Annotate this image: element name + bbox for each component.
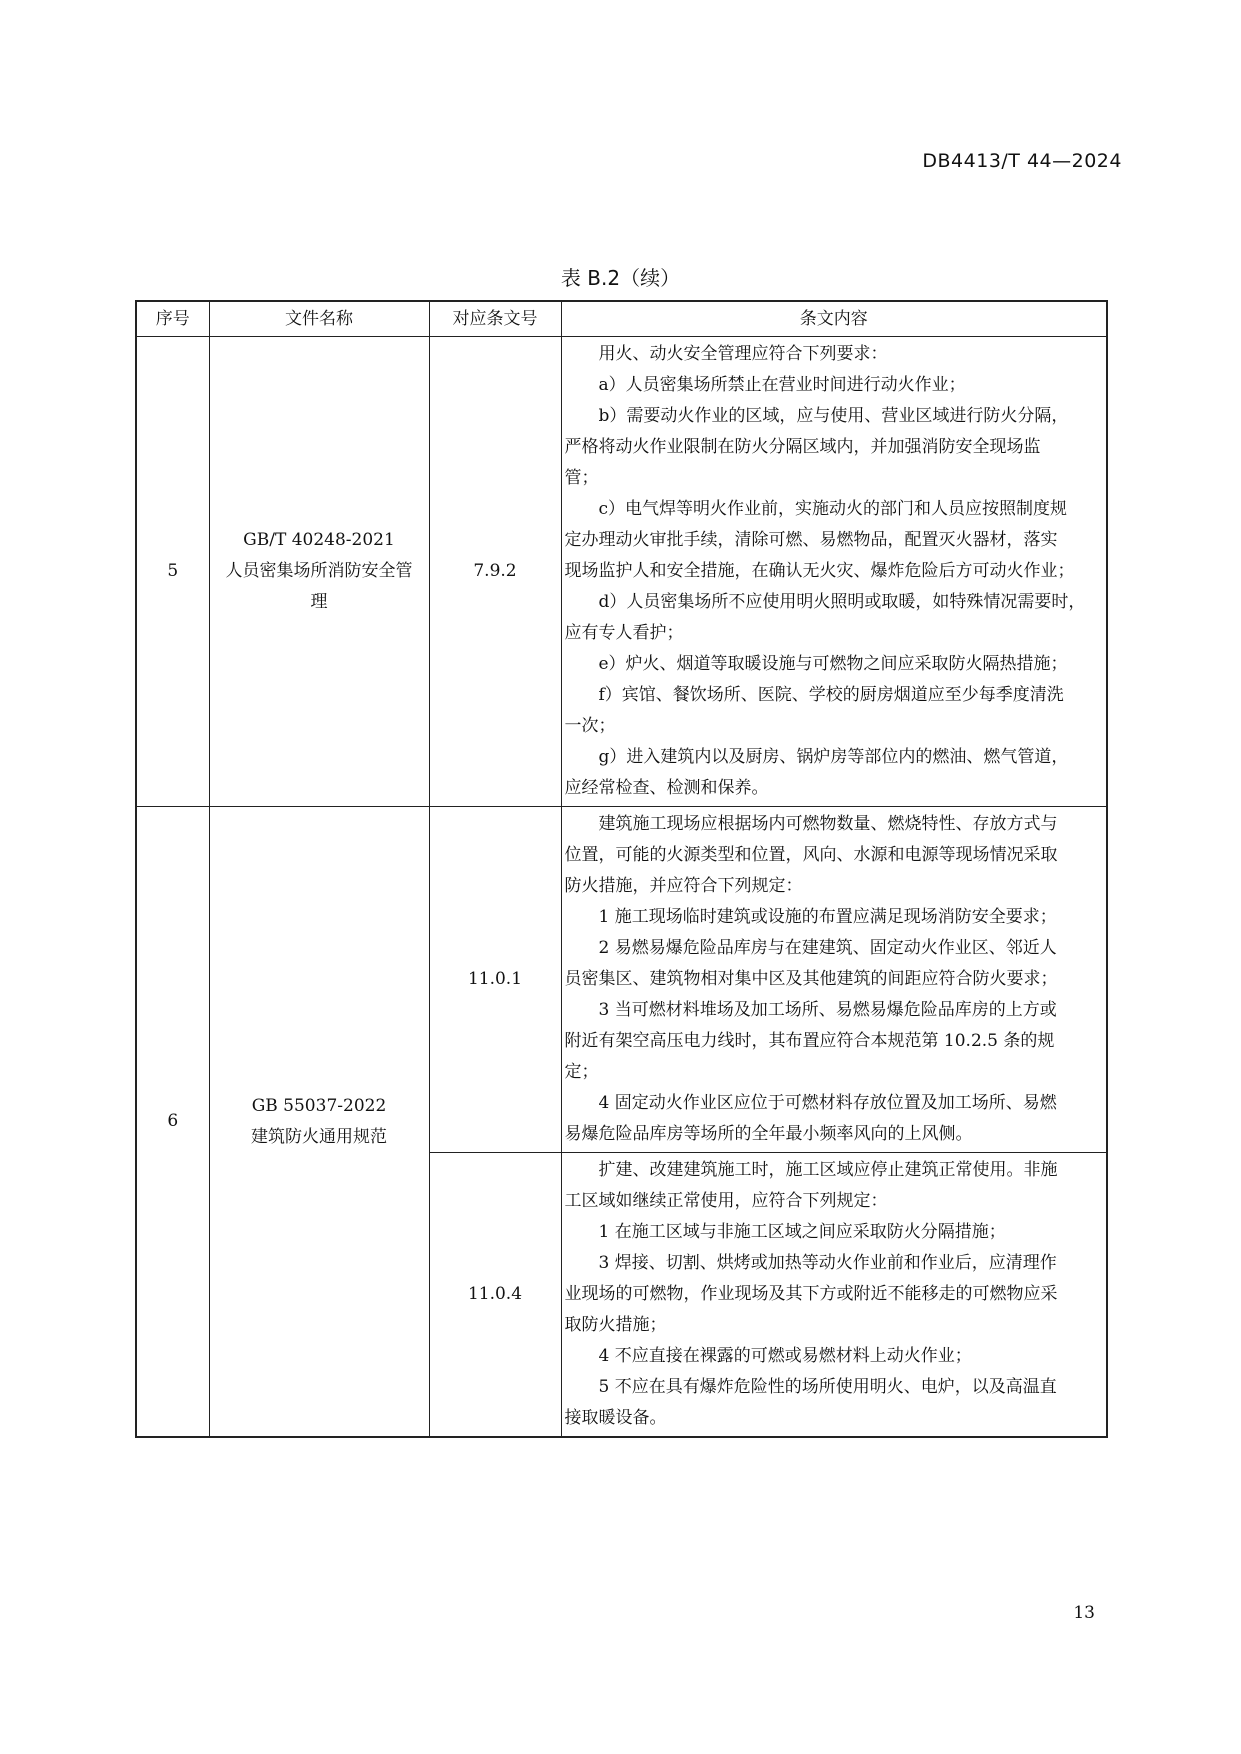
clause-content xyxy=(561,807,1107,1153)
clause-text-line: 1 施工现场临时建筑或设施的布置应满足现场消防安全要求； xyxy=(598,907,1057,927)
page-number: 13 xyxy=(1073,1603,1095,1623)
document-title-line: 理 xyxy=(310,592,328,612)
clause-text-line: 4 不应直接在裸露的可燃或易燃材料上动火作业； xyxy=(598,1346,972,1366)
document-code-line: GB/T 40248-2021 xyxy=(243,530,395,550)
clause-text-line: 取防火措施； xyxy=(564,1315,667,1335)
clause-text-line: e）炉火、烟道等取暖设施与可燃物之间应采取防火隔热措施； xyxy=(598,654,1068,674)
clause-text-line: b）需要动火作业的区域，应与使用、营业区域进行防火分隔， xyxy=(598,406,1069,426)
column-header: 条文内容 xyxy=(561,301,1107,337)
clause-content xyxy=(561,337,1107,807)
column-header: 文件名称 xyxy=(209,301,429,337)
clause-content xyxy=(561,1153,1107,1438)
clause-text-line: a）人员密集场所禁止在营业时间进行动火作业； xyxy=(598,375,966,395)
document-title-line: 建筑防火通用规范 xyxy=(251,1126,387,1147)
clause-text-line: 一次； xyxy=(564,716,616,736)
clause-text-line: 工区域如继续正常使用，应符合下列规定： xyxy=(564,1191,888,1211)
clause-text-line: g）进入建筑内以及厨房、锅炉房等部位内的燃油、燃气管道， xyxy=(598,747,1069,767)
column-header: 序号 xyxy=(136,301,209,337)
clause-text-line: c）电气焊等明火作业前，实施动火的部门和人员应按照制度规 xyxy=(598,499,1068,519)
standards-table xyxy=(135,300,1108,1438)
table-row xyxy=(136,337,1107,807)
clause-text-line: 员密集区、建筑物相对集中区及其他建筑的间距应符合防火要求； xyxy=(564,969,1058,989)
clause-text-line: 扩建、改建建筑施工时，施工区域应停止建筑正常使用。非施 xyxy=(598,1160,1058,1180)
row-number: 6 xyxy=(136,807,209,1438)
clause-text-line: 4 固定动火作业区应位于可燃材料存放位置及加工场所、易燃 xyxy=(598,1093,1057,1113)
clause-number: 11.0.1 xyxy=(429,807,561,1153)
document-name-cell xyxy=(209,807,429,1438)
clause-number: 11.0.4 xyxy=(429,1153,561,1438)
document-code-line: GB 55037-2022 xyxy=(251,1095,387,1116)
clause-number: 7.9.2 xyxy=(429,337,561,807)
clause-text-line: 1 在施工区域与非施工区域之间应采取防火分隔措施； xyxy=(598,1222,1006,1242)
document-title-line: 人员密集场所消防安全管 xyxy=(225,561,413,581)
clause-text-line: 位置，可能的火源类型和位置，风向、水源和电源等现场情况采取 xyxy=(564,845,1058,865)
row-number: 5 xyxy=(136,337,209,807)
column-header: 对应条文号 xyxy=(429,301,561,337)
clause-text-line: 5 不应在具有爆炸危险性的场所使用明火、电炉，以及高温直 xyxy=(598,1377,1057,1397)
clause-text-line: 严格将动火作业限制在防火分隔区域内，并加强消防安全现场监 xyxy=(564,437,1041,457)
clause-text-line: d）人员密集场所不应使用明火照明或取暖，如特殊情况需要时， xyxy=(598,592,1086,612)
table-row xyxy=(136,807,1107,1153)
clause-text-line: 附近有架空高压电力线时，其布置应符合本规范第 10.2.5 条的规 xyxy=(564,1031,1055,1051)
clause-text-line: 用火、动火安全管理应符合下列要求： xyxy=(598,344,888,364)
clause-text-line: 现场监护人和安全措施，在确认无火灾、爆炸危险后方可动火作业； xyxy=(564,561,1075,581)
document-code: DB4413/T 44—2024 xyxy=(922,150,1122,172)
clause-text-line: 应有专人看护； xyxy=(564,623,684,643)
clause-text-line: 防火措施，并应符合下列规定： xyxy=(564,876,803,896)
clause-text-line: f）宾馆、餐饮场所、医院、学校的厨房烟道应至少每季度清洗 xyxy=(598,685,1064,705)
clause-text-line: 易爆危险品库房等场所的全年最小频率风向的上风侧。 xyxy=(564,1124,973,1144)
clause-text-line: 建筑施工现场应根据场内可燃物数量、燃烧特性、存放方式与 xyxy=(598,814,1058,834)
table-title: 表 B.2（续） xyxy=(560,266,681,290)
clause-text-line: 3 焊接、切割、烘烤或加热等动火作业前和作业后，应清理作 xyxy=(598,1253,1057,1273)
table-header-row xyxy=(136,301,1107,337)
clause-text-line: 业现场的可燃物，作业现场及其下方或附近不能移走的可燃物应采 xyxy=(564,1284,1058,1304)
clause-text-line: 定办理动火审批手续，清除可燃、易燃物品，配置灭火器材，落实 xyxy=(564,530,1058,550)
clause-text-line: 定； xyxy=(564,1062,599,1082)
clause-text-line: 3 当可燃材料堆场及加工场所、易燃易爆危险品库房的上方或 xyxy=(598,1000,1057,1020)
clause-text-line: 管； xyxy=(564,468,599,488)
clause-text-line: 应经常检查、检测和保养。 xyxy=(564,778,769,798)
clause-text-line: 2 易燃易爆危险品库房与在建建筑、固定动火作业区、邻近人 xyxy=(598,938,1057,958)
document-name-cell xyxy=(209,337,429,807)
clause-text-line: 接取暖设备。 xyxy=(564,1408,667,1428)
